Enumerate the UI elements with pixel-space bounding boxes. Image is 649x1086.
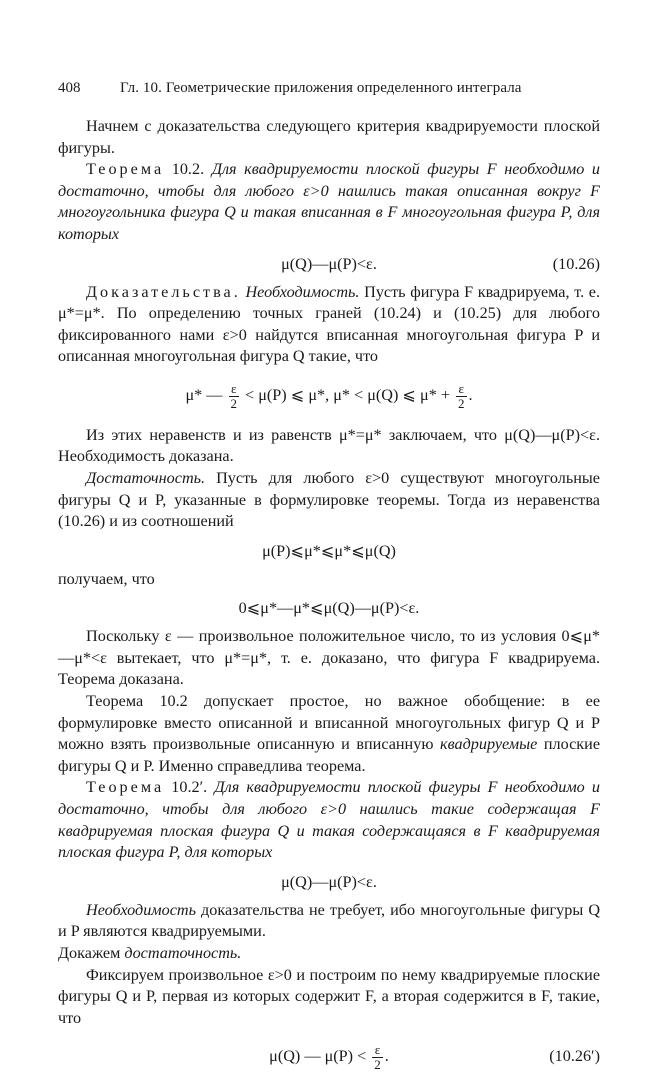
theorem-statement: Для квадрируемости плоской фигуры F необходимо и достаточно, чтобы для любого ε>0 нашлись такие содержащая F квадрируемая плоская фигура Q и такая содержащаяся в F квадрируемая плоская фигура P, для которых (58, 778, 600, 862)
generalization-paragraph (58, 691, 600, 777)
conclusion-paragraph: Из этих неравенств и из равенств μ*=μ* заключаем, что μ(Q)—μ(P)<ε. Необходимость доказана. (58, 425, 600, 466)
we-get-line: получаем, что (58, 569, 155, 588)
bounds-end: . (468, 385, 473, 404)
bounds-middle: < μ(P) ⩽ μ*, μ* < μ(Q) ⩽ μ* + (245, 385, 450, 404)
theorem-label: Теорема (86, 160, 165, 179)
sufficiency-text: Пусть для любого ε>0 существуют многоугольные фигуры Q и P, указанные в формулировке теоремы. Тогда из неравенства (10.26) и из соотношений (58, 468, 600, 531)
fraction-denominator: 2 (230, 395, 237, 411)
theorem-number: 10.2′. (171, 778, 208, 797)
running-header (58, 78, 600, 98)
running-title: Гл. 10. Геометрические приложения определенного интеграла (120, 80, 522, 96)
since-paragraph: Поскольку ε — произвольное положительное число, то из условия 0⩽μ*—μ*<ε вытекает, что μ*=μ*, т. е. доказано, что фигура F квадрируема. Теорема доказана. (58, 627, 600, 689)
prove-text: Докажем (58, 944, 121, 962)
intro-paragraph: Начнем с доказательства следующего критерия квадрируемости плоской фигуры. (58, 117, 600, 157)
fraction-eps-half-1 (229, 382, 240, 411)
theorem-statement: Для квадрируемости плоской фигуры F необходимо и достаточно, чтобы для любого ε>0 нашлись такая описанная вокруг F многоугольника фигура Q и такая вписанная в F многоугольная фигура P, для которых (58, 160, 600, 243)
generalization-text-a: Теорема 10.2 допускает простое, но важное обобщение: в ее формулировке вместо описанной и вписанной многоугольных фигур Q и P можно взять произвольные описанную и вписанную (58, 692, 600, 754)
page-number: 408 (58, 80, 81, 96)
proof-label: Доказательства. (86, 282, 241, 301)
fraction-denominator: 2 (374, 1057, 381, 1073)
equation-bounds (58, 380, 600, 411)
prove-label: достаточность. (124, 944, 242, 962)
chain-formula-2: 0⩽μ*—μ*⩽μ(Q)—μ(P)<ε. (238, 599, 420, 618)
fraction-denominator: 2 (458, 395, 465, 411)
body-text (58, 116, 600, 1072)
fraction-numerator: ε (372, 1043, 383, 1058)
equation-chain (58, 539, 600, 563)
fraction-eps-half-3 (372, 1043, 383, 1072)
sufficiency-label: Достаточность. (86, 468, 206, 487)
equation-number: (10.26) (552, 254, 600, 273)
equation-end: . (384, 1047, 389, 1066)
equation-10-26 (58, 252, 600, 276)
theorem-10-2-prime (58, 777, 600, 863)
equation-10-26-prime (58, 1041, 600, 1072)
fraction-numerator: ε (456, 382, 467, 397)
sufficiency-paragraph (58, 468, 600, 533)
necessity-2-paragraph (58, 900, 600, 943)
plain-formula: μ(Q)—μ(P)<ε. (281, 872, 377, 891)
proof-paragraph (58, 282, 600, 368)
necessity-2-label: Необходимость (86, 900, 196, 919)
equation-chain-2 (58, 596, 600, 620)
fix-paragraph: Фиксируем произвольное ε>0 и построим по нему квадрируемые плоские фигуры Q и P, первая из которых содержит F, а вторая содержится в F, такие, что (58, 965, 600, 1027)
proof-text: Пусть фигура F квадрируема, т. е. μ*=μ*. По определению точных граней (10.24) и (10.25) для любого фиксированного нами ε>0 найдутся вписанная многоугольная фигура P и описанная многоугольная фигура Q такие, что (58, 282, 601, 366)
generalization-emphasis: квадрируемые (440, 735, 538, 754)
generalization-text-b: плоские фигуры Q и P. Именно справедлива теорема. (58, 735, 601, 775)
fraction-numerator: ε (229, 382, 240, 397)
theorem-10-2 (58, 159, 600, 245)
necessity-2-text: доказательства не требует, ибо многоугольные фигуры Q и P являются квадрируемыми. (58, 900, 601, 941)
prove-sufficiency-line (58, 943, 600, 965)
chain-formula: μ(P)⩽μ*⩽μ*⩽μ(Q) (262, 541, 396, 560)
theorem-label: Теорема (86, 778, 165, 797)
necessity-label: Необходимость. (245, 282, 360, 301)
equation-number: (10.26′) (549, 1047, 600, 1066)
theorem-number: 10.2. (171, 160, 205, 179)
fraction-eps-half-2 (456, 382, 467, 411)
equation-plain (58, 870, 600, 894)
book-page (58, 78, 600, 1086)
equation-formula: μ(Q)—μ(P)<ε. (281, 254, 377, 273)
equation-formula: μ(Q) — μ(P) < (269, 1047, 367, 1066)
bounds-left: μ* — (185, 385, 223, 404)
